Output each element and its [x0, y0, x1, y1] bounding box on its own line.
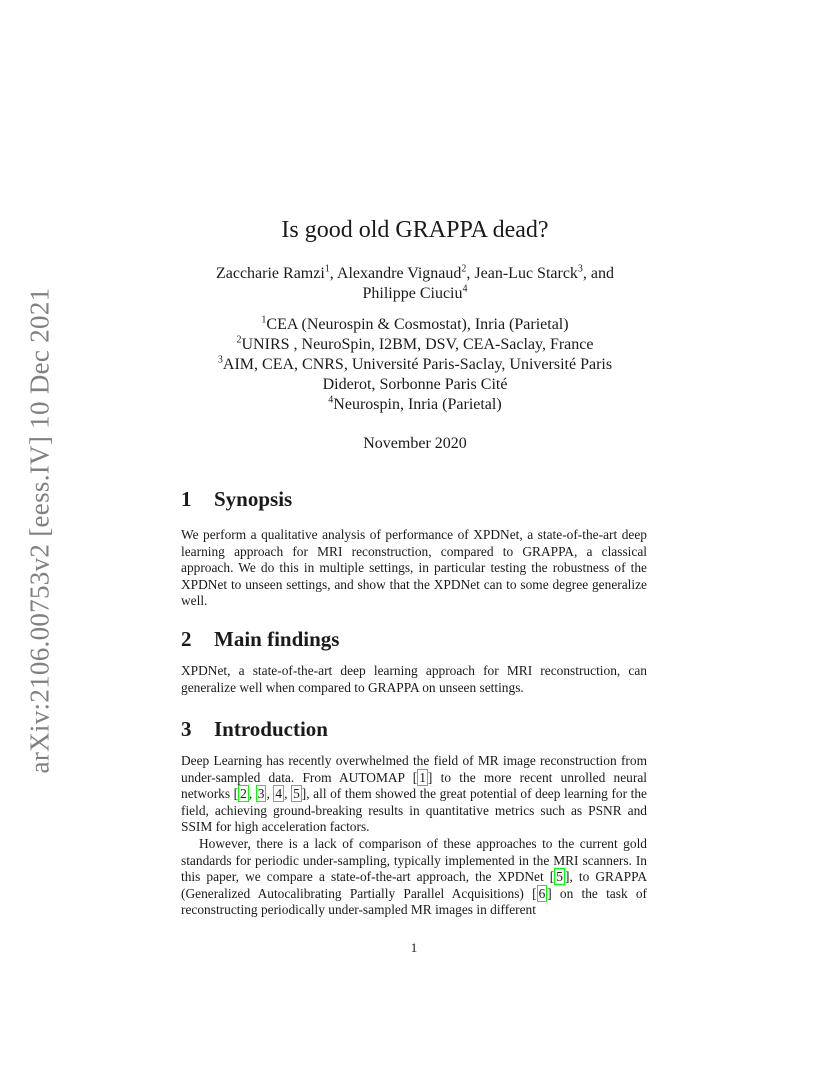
- paper-date: November 2020: [363, 435, 467, 452]
- intro-paragraph-1: Deep Learning has recently overwhelmed the field of MR image reconstruction from under-sampled data. From AUTOMAP [ 1 ] to the more recent unrolled neural networks [ 2 , 3 , 4 , 5 ], all of them showed the great potential of deep learning for the field, achieving ground-breaking results in quantitative metrics such as PSNR and SSIM for high acceleration factors.: [181, 753, 647, 835]
- citation-link[interactable]: 5: [293, 786, 300, 802]
- intro-paragraph-2: However, there is a lack of comparison of these approaches to the current gold standards for periodic under-sampling, typically implemented in the MRI scanners. In this paper, we compare a state-of-the-art approach, the XPDNet [ 5 ], to GRAPPA (Generalized Autocalibrating Partially Parallel Acquisitions) [ 6 ] on the task of reconstructing periodically under-sampled MR images in different: [181, 836, 647, 918]
- findings-paragraph: XPDNet, a state-of-the-art deep learning approach for MRI reconstruction, can generalize well when compared to GRAPPA on unseen settings.: [181, 663, 647, 695]
- citation-link[interactable]: 6: [538, 885, 546, 901]
- synopsis-paragraph: We perform a qualitative analysis of performance of XPDNet, a state-of-the-art deep learning approach for MRI reconstruction, compared to GRAPPA, a classical approach. We do this in multiple settings, in particular testing the robustness of the XPDNet to unseen settings, and show that the XPDNet can to some degree generalize well.: [181, 527, 647, 609]
- citation-link[interactable]: 3: [257, 786, 265, 802]
- paper-title: Is good old GRAPPA dead?: [281, 217, 549, 243]
- author-2: , Alexandre Vignaud: [329, 265, 462, 282]
- citation-link[interactable]: 1: [419, 769, 426, 785]
- affiliation-3: $^3$AIM, CEA, CNRS, Université Paris-Saclay, Université Paris: [217, 354, 613, 373]
- section-heading-findings: 2 Main findings: [181, 627, 340, 651]
- arxiv-stamp-text: arXiv:2106.00753v2 [eess.IV] 10 Dec 2021: [24, 287, 55, 773]
- affiliation-3-cont: Diderot, Sorbonne Paris Cité: [322, 376, 508, 393]
- citation-link[interactable]: 5: [556, 869, 563, 885]
- affiliation-list: [180, 315, 650, 415]
- affiliation-2: $^2$UNIRS , NeuroSpin, I2BM, DSV, CEA-Saclay, France: [236, 334, 594, 353]
- section-heading-synopsis: 1 Synopsis: [181, 487, 293, 511]
- author-4: Philippe Ciuciu: [362, 285, 463, 302]
- affiliation-1: $^1$CEA (Neurospin & Cosmostat), Inria (Parietal): [261, 314, 569, 333]
- affiliation-4: $^4$Neurospin, Inria (Parietal): [328, 394, 502, 413]
- page-number: 1: [410, 940, 418, 955]
- section-heading-introduction: 3 Introduction: [181, 717, 328, 741]
- arxiv-stamp: [20, 285, 60, 775]
- citation-link[interactable]: 2: [240, 786, 247, 802]
- author-list: Zaccharie Ramzi$^1$, Alexandre Vignaud$^2$, Jean-Luc Starck$^3$, and Philippe Ciuciu$^4$: [215, 263, 615, 302]
- citation-link[interactable]: 4: [275, 786, 283, 802]
- author-3: , Jean-Luc Starck: [466, 265, 578, 282]
- author-1: Zaccharie Ramzi: [215, 265, 325, 282]
